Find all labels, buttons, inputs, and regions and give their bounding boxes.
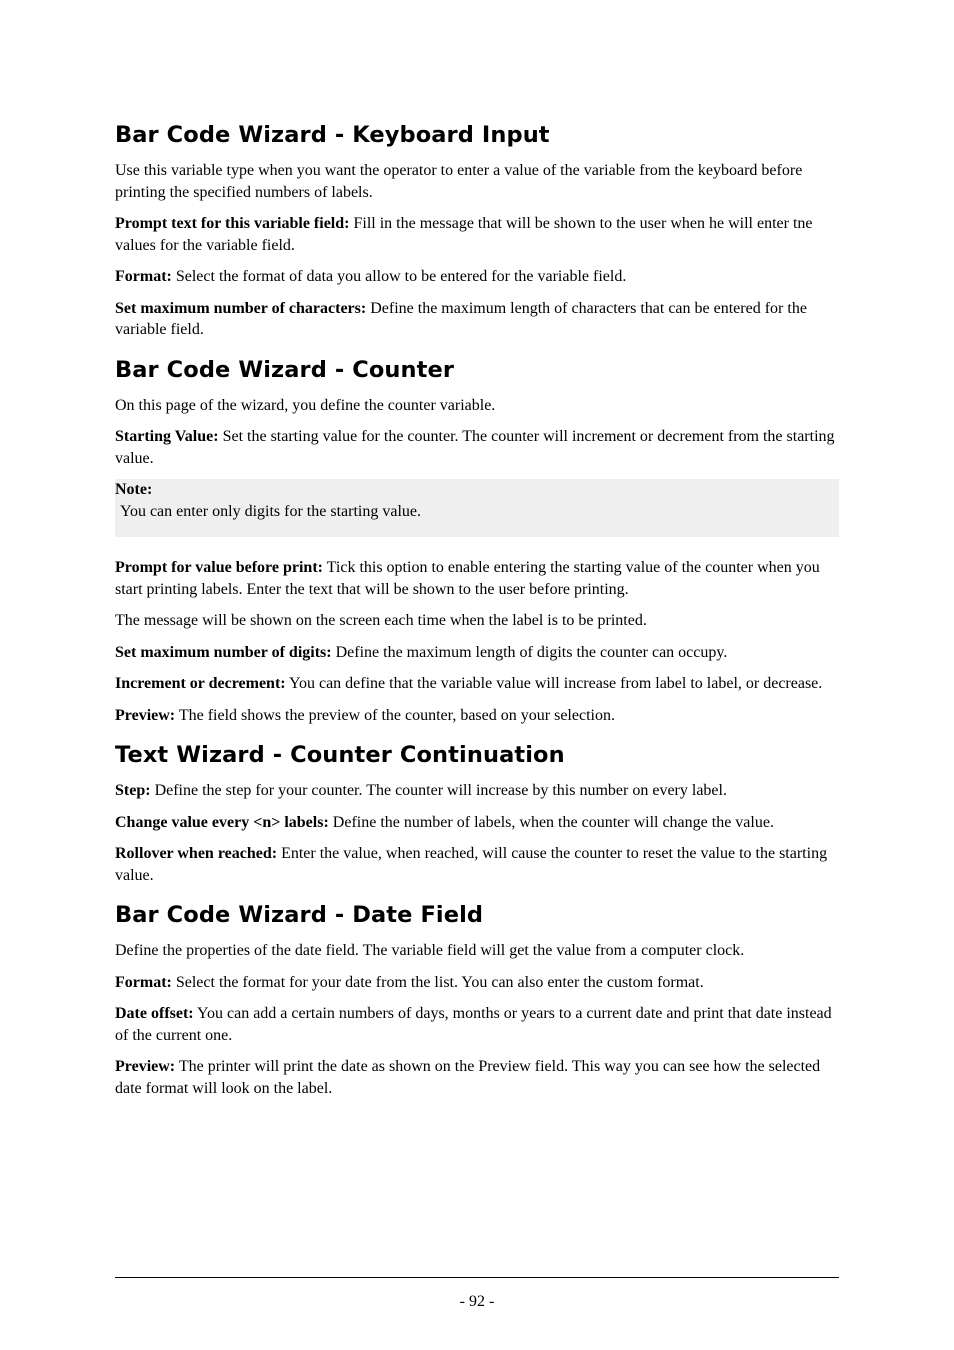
paragraph	[115, 812, 839, 834]
document-body	[115, 120, 839, 1109]
paragraph-label: Step:	[115, 782, 151, 799]
paragraph-text: Define the step for your counter. The counter will increase by this number on every label.	[150, 782, 727, 799]
paragraph-label: Preview:	[115, 706, 176, 724]
paragraph	[115, 266, 839, 288]
paragraph-text: On this page of the wizard, you define the counter variable.	[115, 396, 496, 414]
paragraph-text: Define the number of labels, when the counter will change the value.	[328, 813, 774, 831]
paragraph-text: Tick this option to enable entering the starting value of the counter when you start printing labels. Enter the text that will be shown to the user before printing.	[115, 559, 820, 598]
paragraph	[115, 213, 839, 256]
paragraph	[115, 426, 839, 469]
paragraph-text: Enter the value, when reached, will cause the counter to reset the value to the starting value.	[115, 845, 828, 884]
paragraph	[115, 298, 839, 341]
paragraph-label: Set maximum number of characters:	[115, 299, 367, 317]
paragraph	[115, 780, 839, 802]
paragraph-label: Starting Value:	[115, 428, 219, 445]
page-number: - 92 -	[459, 1293, 495, 1310]
section-date-field	[115, 900, 839, 1099]
paragraph-label: Prompt for value before print:	[115, 559, 323, 576]
paragraph-label: Increment or decrement:	[115, 675, 286, 692]
paragraph-text: Fill in the message that will be shown to the user when he will enter tne values for the variable field.	[115, 215, 813, 254]
paragraph-label: Preview:	[115, 1058, 176, 1075]
paragraph	[115, 843, 839, 886]
paragraph	[115, 673, 839, 695]
paragraph-text: Set the starting value for the counter. The counter will increment or decrement from the starting value.	[115, 428, 835, 467]
paragraph	[115, 972, 839, 994]
paragraph	[115, 642, 839, 664]
note-title: Note:	[115, 481, 153, 498]
section-counter	[115, 355, 839, 727]
paragraph-label: Change value every <n> labels:	[115, 813, 329, 831]
paragraph-label: Format:	[115, 973, 172, 991]
paragraph-text: The field shows the preview of the counter, based on your selection.	[175, 706, 615, 724]
paragraph-label: Set maximum number of digits:	[115, 643, 332, 661]
paragraph	[115, 940, 839, 962]
section-heading: Bar Code Wizard - Date Field	[115, 902, 484, 928]
paragraph-text: Define the properties of the date field. The variable field will get the value from a computer clock.	[115, 942, 745, 959]
paragraph-label: Date offset:	[115, 1005, 194, 1022]
paragraph	[115, 395, 839, 417]
paragraph	[115, 610, 839, 632]
section-heading: Bar Code Wizard - Counter	[115, 356, 455, 383]
paragraph-text: The message will be shown on the screen each time when the label is to be printed.	[115, 612, 647, 629]
paragraph-text: You can add a certain numbers of days, months or years to a current date and print that date instead of the current one.	[115, 1005, 832, 1044]
paragraph	[115, 557, 839, 600]
paragraph-label: Prompt text for this variable field:	[115, 215, 350, 232]
section-keyboard-input	[115, 120, 839, 341]
paragraph-text: The printer will print the date as shown on the Preview field. This way you can see how the selected date format will look on the label.	[115, 1058, 821, 1097]
paragraph-label: Rollover when reached:	[115, 845, 278, 862]
section-heading: Bar Code Wizard - Keyboard Input	[115, 122, 550, 148]
paragraph	[115, 160, 839, 203]
paragraph-text: You can define that the variable value will increase from label to label, or decrease.	[285, 675, 823, 692]
paragraph-text: Use this variable type when you want the operator to enter a value of the variable from the keyboard before printing the specified numbers of labels.	[115, 162, 803, 201]
paragraph	[115, 1003, 839, 1046]
paragraph	[115, 705, 839, 727]
footer-divider	[115, 1277, 839, 1278]
paragraph	[115, 1056, 839, 1099]
paragraph-text: Define the maximum length of digits the counter can occupy.	[331, 643, 728, 661]
paragraph-text: Define the maximum length of characters that can be entered for the variable field.	[115, 299, 807, 338]
paragraph-text: Select the format for your date from the list. You can also enter the custom format.	[171, 973, 704, 991]
note-text: You can enter only digits for the starting value.	[120, 502, 421, 520]
paragraph-label: Format:	[115, 268, 172, 285]
section-heading: Text Wizard - Counter Continuation	[115, 742, 565, 768]
note-box	[115, 479, 839, 537]
paragraph-text: Select the format of data you allow to be entered for the variable field.	[171, 268, 627, 285]
section-counter-continuation	[115, 740, 839, 886]
